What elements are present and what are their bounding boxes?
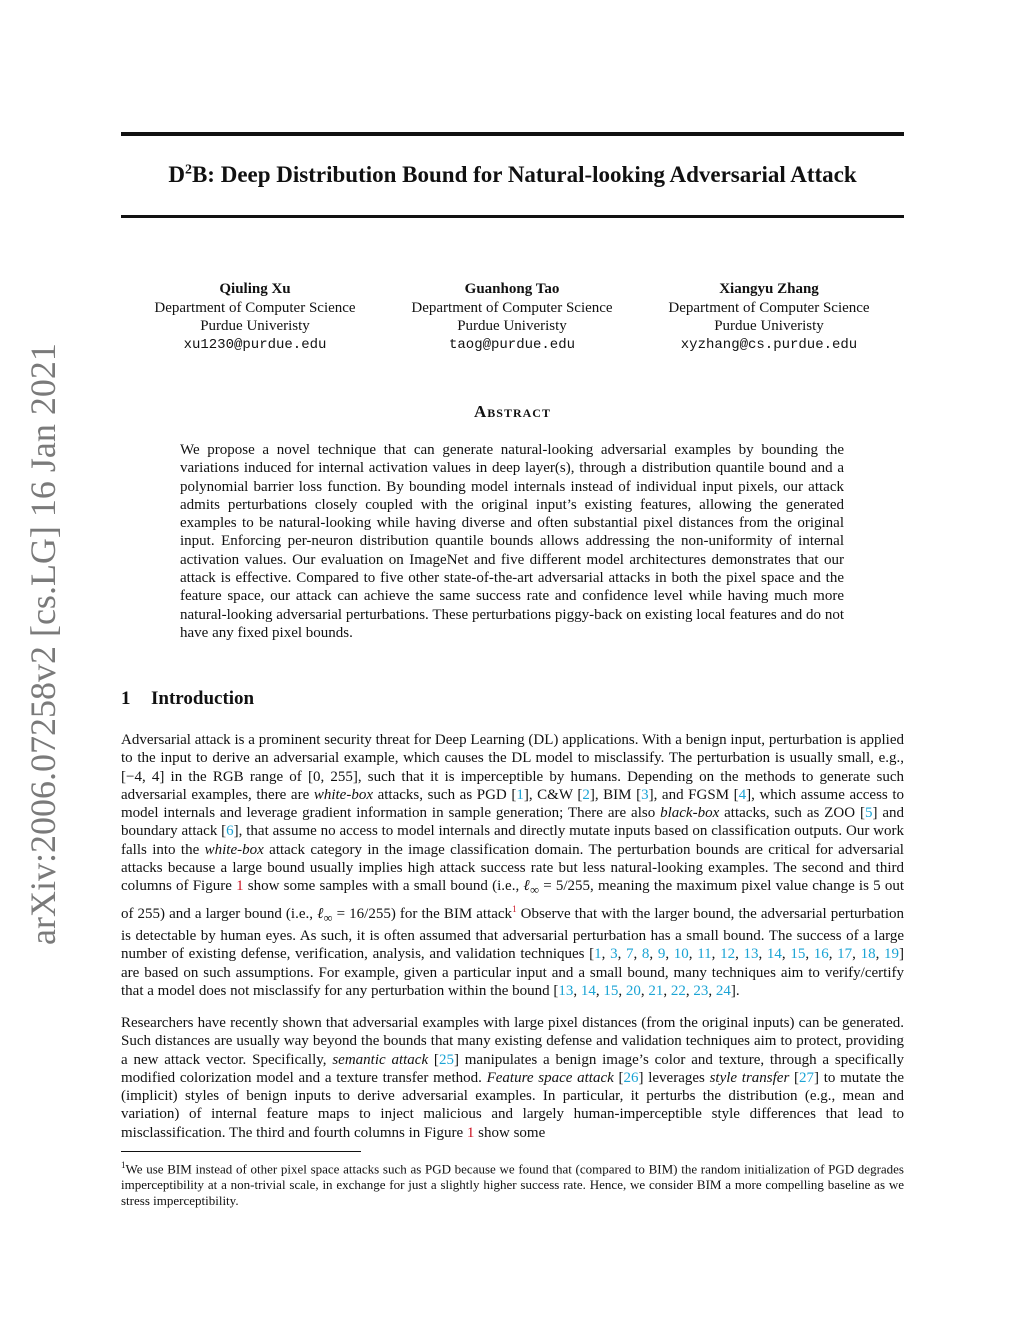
title-rule-bottom: [121, 215, 904, 218]
footnote-rule: [121, 1151, 361, 1152]
author-univ: Purdue Univeristy: [200, 318, 310, 334]
author-name: Qiuling Xu: [219, 281, 291, 297]
author-email[interactable]: xu1230@purdue.edu: [183, 336, 327, 353]
intro-paragraph-2: Researchers have recently shown that adversarial examples with large pixel distances (from the original inputs) can be generated. Such distances are usually way beyond the bounds that many existing defense and validation techniques aim to protect, providing a new attack vector. Specifically, semantic attack [25] manipulates a benign image’s color and texture, through a specifically modified colorization model and a texture transfer method. Feature space attack [26] leverages style transfer [27] to mutate the (implicit) styles of benign inputs to derive adversarial examples. In particular, it perturbs the distribution (e.g., mean and variation) of internal feature maps to inject malicious and largely human-imperceptible style differences that lead to misclassification. The third and fourth columns in Figure 1 show some: [121, 1015, 904, 1141]
abstract-heading: Abstract: [474, 402, 551, 421]
author-univ: Purdue Univeristy: [714, 318, 824, 334]
author-email[interactable]: xyzhang@cs.purdue.edu: [680, 336, 858, 353]
author-dept: Department of Computer Science: [154, 299, 356, 316]
author-univ: Purdue Univeristy: [457, 318, 567, 334]
intro-paragraph-1: Adversarial attack is a prominent security threat for Deep Learning (DL) applications. With a benign input, perturbation is applied to the input to derive an adversarial example, which causes the DL model to misclassify. The perturbation is usually small, e.g., [−4, 4] in the RGB range of [0, 255], such that it is imperceptible by humans. Depending on the methods to generate such adversarial examples, there are white-box attacks, such as PGD [1], C&W [2], BIM [3], and FGSM [4], which assume access to model internals and leverage gradient information in sample generation; There are also black-box attacks, such as ZOO [5] and boundary attack [6], that assume no access to model internals and directly mutate inputs based on classification outputs. Our work falls into the white-box attack category in the image classification domain. The perturbation bounds are critical for adversarial attacks because a large bound usually implies high attack success rate but less natural-looking examples. The second and third columns of Figure 1 show some samples with a small bound (i.e., ℓ$_\infty$ = 5/255, meaning the maximum pixel value change is 5 out of 255) and a larger bound (i.e., ℓ$_\infty$ = 16/255) for the BIM attack$^1$ Observe that with the larger bound, the adversarial perturbation is detectable by human eyes. As such, it is often assumed that adversarial perturbation has a small bound. The success of a large number of existing defense, verification, analysis, and validation techniques [1, 3, 7, 8, 9, 10, 11, 12, 13, 14, 15, 16, 17, 18, 19] are based on such assumptions. For example, given a particular input and a small bound, many techniques aim to verify/certify that a model does not misclassify for any perturbation within the bound [13, 14, 15, 20, 21, 22, 23, 24].: [121, 732, 905, 999]
author-3: [639, 280, 899, 354]
author-name: Xiangyu Zhang: [719, 281, 819, 297]
footnote: $^1$We use BIM instead of other pixel space attacks such as PGD because we found that (compared to BIM) the random initialization of PGD degrades imperceptibility at a non-trivial scale, in exchange for just a slightly higher success rate. Hence, we consider BIM a more compelling baseline as we stress imperceptibility.: [121, 1160, 904, 1209]
author-dept: Department of Computer Science: [411, 299, 613, 316]
title-rule-top: [121, 132, 904, 136]
paper-title: $D^2B$: Deep Distribution Bound for Natural-looking Adversarial Attack: [168, 162, 857, 187]
author-email[interactable]: taog@purdue.edu: [448, 336, 576, 353]
author-2: [382, 280, 642, 354]
abstract-text: We propose a novel technique that can generate natural-looking adversarial examples by bounding the variations induced for internal activation values in deep layer(s), through a distribution quantile bound and a polynomial barrier loss function. By bounding model internals instead of individual input pixels, our attack admits perturbations closely coupled with the original input’s existing features, allowing the generated examples to be natural-looking while having diverse and often substantial pixel distances from the original input. Enforcing per-neuron distribution quantile bounds allows addressing the non-uniformity of internal activation values. Our evaluation on ImageNet and five different model architectures demonstrates that our attack is effective. Compared to five other state-of-the-art adversarial attacks in both the pixel space and the feature space, our attack can achieve the same success rate and confidence level while having much more natural-looking adversarial perturbations. These perturbations piggy-back on existing local features and do not have any fixed pixel bounds.: [180, 442, 844, 641]
author-1: [125, 280, 385, 354]
section-heading: 1 Introduction: [121, 688, 255, 709]
author-name: Guanhong Tao: [464, 281, 560, 297]
author-dept: Department of Computer Science: [668, 299, 870, 316]
author-block: [121, 280, 904, 360]
